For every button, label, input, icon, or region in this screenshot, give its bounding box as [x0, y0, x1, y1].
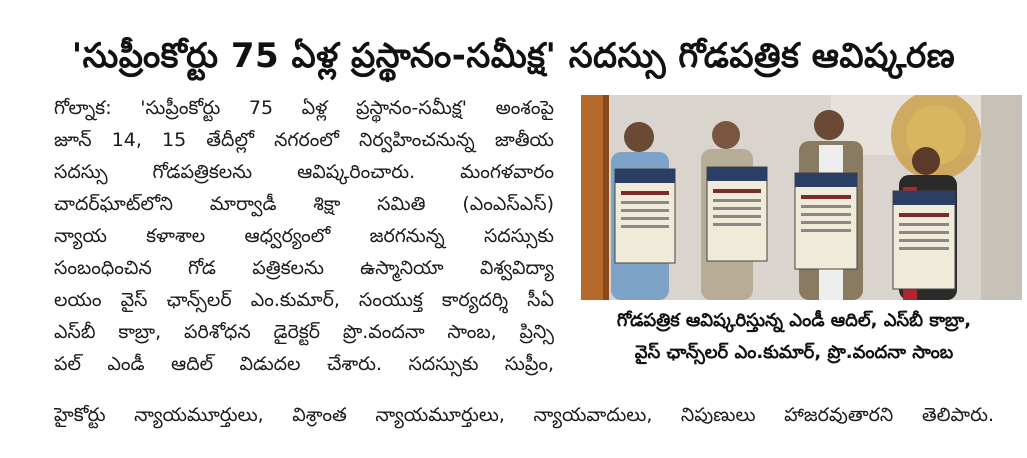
article-headline: 'సుప్రీంకోర్టు 75 ఏళ్ల ప్రస్థానం-సమీక్ష' సదస్సు గోడపత్రిక ఆవిష్కరణ [71, 36, 956, 76]
body-line: గోల్నాక: 'సుప్రీంకోర్టు 75 ఏళ్ల ప్రస్థానం-సమీక్ష' అంశంపై [54, 97, 554, 119]
photo-caption [565, 305, 1023, 369]
body-line: లయం వైస్ ఛాన్స్‌లర్ ఎం.కుమార్, సంయుక్త కార్యదర్శి సీఏ [54, 289, 554, 311]
body-line: చాదర్‌ఘాట్‌లోని మార్వాడీ శిక్షా సమితి (ఎంఎస్ఎస్) [54, 193, 554, 215]
body-line: పల్ ఎండీ ఆదిల్ విడుదల చేశారు. సదస్సుకు సుప్రీం, [54, 353, 554, 375]
article-body [54, 92, 554, 380]
body-line: న్యాయ కళాశాల ఆధ్వర్యంలో జరగనున్న సదస్సుకు [54, 225, 554, 247]
body-line: సదస్సు గోడపత్రికలను ఆవిష్కరించారు. మంగళవారం [54, 161, 554, 183]
body-last-line: హైకోర్టు న్యాయమూర్తులు, విశ్రాంత న్యాయమూర్తులు, న్యాయవాదులు, నిపుణులు హాజరవుతారని తెలిపారు. [54, 404, 994, 426]
body-line: జూన్ 14, 15 తేదీల్లో నగరంలో నిర్వహించనున్న జాతీయ [54, 129, 554, 151]
news-photo [581, 95, 1022, 300]
caption-line: గోడపత్రిక ఆవిష్కరిస్తున్న ఎండీ ఆదిల్, ఎస్‌బీ కాబ్రా, [616, 310, 972, 331]
body-line: ఎస్‌బీ కాబ్రా, పరిశోధన డైరెక్టర్ ప్రొ.వందనా సాంబ, ప్రిన్సి [54, 321, 554, 343]
body-line: సంబంధించిన గోడ పత్రికలను ఉస్మానియా విశ్వవిద్యా [54, 257, 554, 279]
caption-line: వైస్ ఛాన్స్‌లర్ ఎం.కుమార్, ప్రొ.వందనా సాంబ [634, 342, 954, 363]
